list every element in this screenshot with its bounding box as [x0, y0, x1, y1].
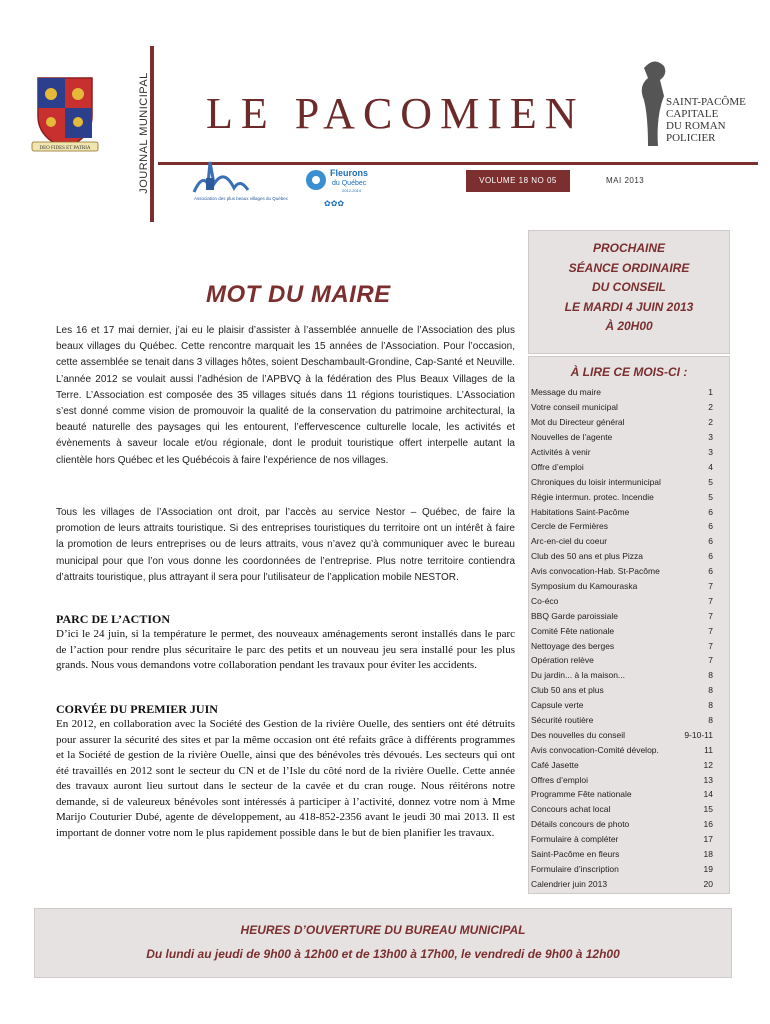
toc-item[interactable] [529, 638, 729, 653]
toc-item-label: Avis convocation-Hab. St-Pacôme [531, 566, 660, 577]
office-hours-title: HEURES D’OUVERTURE DU BUREAU MUNICIPAL [240, 923, 526, 937]
toc-item[interactable] [529, 549, 729, 564]
beaux-villages-logo [188, 154, 289, 210]
toc-item-page: 2 [708, 402, 713, 413]
toc-item[interactable] [529, 608, 729, 623]
toc-item-label: Des nouvelles du conseil [531, 729, 626, 740]
toc-item-label: BBQ Garde paroissiale [531, 610, 618, 621]
newsletter-title: LE PACOMIEN [206, 89, 585, 138]
issue-date: MAI 2013 [606, 176, 645, 185]
toc-item-page: 16 [703, 819, 713, 830]
fleurons-logo [300, 160, 378, 212]
toc-item-label: Calendrier juin 2013 [531, 878, 608, 889]
toc-item-label: Comité Fête nationale [531, 625, 615, 636]
toc-item-page: 17 [703, 834, 713, 845]
toc-item[interactable] [529, 430, 729, 445]
toc-item[interactable] [529, 415, 729, 430]
toc-item[interactable] [529, 817, 729, 832]
toc-item[interactable] [529, 668, 729, 683]
toc-item-label: Formulaire à compléter [531, 834, 619, 845]
svg-text:2012-2014: 2012-2014 [342, 188, 362, 193]
toc-item[interactable] [529, 653, 729, 668]
maire-paragraph-1: Les 16 et 17 mai dernier, j’ai eu le plaisir d’assister à l’assemblée annuelle de l’Association des plus beaux villages du Québec. Cette rencontre marquait les 15 années de l’Association. Pour l’occasion, cette assemblée se tenait dans 3 villages hôtes, soient Deschambault-Grondine, Cap-Santé et Neuville. L’année 2012 se voulait aussi l’adhésion de l’APBVQ à la fédération des Plus Beaux Villages de la Terre. L’Association est composée des 35 villages situés dans 11 régions touristiques. L’Association s’est donné comme vision de promouvoir la qualité de la conservation du patrimoine architectural, la beauté naturelle des paysages qui les entourent, l’effervescence culturelle locale, les activités et évènements à saveur locale et/ou régionale, dont le produit touristique offert interpelle autant la clientèle hors Québec et les Québécois à faire l’expérience de nos villages. [56, 325, 515, 466]
toc-item-label: Habitations Saint-Pacôme [531, 506, 630, 517]
mot-du-maire-heading: MOT DU MAIRE [206, 281, 391, 308]
toc-item-label: Symposium du Kamouraska [531, 581, 638, 592]
toc-item-label: Formulaire d’inscription [531, 863, 619, 874]
toc-item-label: Café Jasette [531, 759, 579, 770]
toc-item[interactable] [529, 787, 729, 802]
toc-item[interactable] [529, 385, 729, 400]
toc-item-page: 9-10-11 [684, 729, 713, 740]
corvee-text: En 2012, en collaboration avec la Société des Gestion de la rivière Ouelle, des sentiers ont été détruits pour assurer la sécurité des sites et par la même occasion ont été refaits grâce à différents programmes et la Société de gestion de la rivière Ouelle, ainsi que des bénévoles très dévoués. Les secteurs qui ont été travaillés en 2012 sont le secteur du CN et de l’Isle du côté nord de la rivière Ouelle. Cette année des travaux auront lieu surtout dans le secteur de la cavée et du cran rouge. Nous réitérons notre demande, si de valeureux bénévoles sont intéressés à participer à l’activité, donnez votre nom à Mme Marijo Couturier Dubé, agente de développement, au 418-852-2356 avant le jeudi 30 mai 2013. Il est important de donner votre nom le plus rapidement possible dans le but de bien planifier les travaux. [56, 718, 515, 839]
toc-item-label: Chroniques du loisir intermunicipal [531, 476, 661, 487]
toc-item[interactable] [529, 534, 729, 549]
toc-item-page: 11 [704, 744, 713, 755]
toc-item[interactable] [529, 564, 729, 579]
volume-badge: VOLUME 18 NO 05 [466, 170, 570, 192]
toc-item-label: Saint-Pacôme en fleurs [531, 849, 620, 860]
toc-item-page: 3 [708, 447, 713, 457]
toc-item[interactable] [529, 474, 729, 489]
table-of-contents [528, 356, 730, 894]
toc-item-page: 7 [708, 640, 713, 651]
toc-item[interactable] [529, 683, 729, 698]
office-hours-details: Du lundi au jeudi de 9h00 à 12h00 et de 13h00 à 17h00, le vendredi de 9h00 à 12h00 [146, 947, 620, 961]
toc-item-label: Votre conseil municipal [531, 402, 618, 413]
toc-item-page: 7 [708, 581, 713, 592]
toc-item[interactable] [529, 489, 729, 504]
toc-item-page: 8 [708, 670, 713, 681]
toc-item[interactable] [529, 623, 729, 638]
toc-item-page: 6 [708, 566, 713, 577]
toc-item-label: Opération relève [531, 655, 594, 666]
toc-item-label: Avis convocation-Comité dévelop. [531, 744, 659, 755]
toc-item-page: 5 [708, 476, 713, 487]
toc-item-page: 12 [703, 759, 713, 770]
toc-item-page: 6 [708, 536, 713, 547]
toc-item-label: Capsule verte [531, 700, 584, 711]
toc-item-page: 2 [708, 417, 713, 428]
toc-item-label: Nettoyage des berges [531, 640, 615, 651]
toc-item-label: Offres d’emploi [531, 774, 589, 785]
toc-item[interactable] [529, 504, 729, 519]
toc-title: À LIRE CE MOIS-CI : [570, 365, 688, 379]
office-hours-banner [34, 908, 732, 978]
toc-item[interactable] [529, 862, 729, 877]
toc-item[interactable] [529, 459, 729, 474]
toc-item[interactable] [529, 445, 729, 460]
toc-item-page: 7 [708, 610, 713, 621]
svg-text:Fleurons: Fleurons [330, 168, 369, 178]
toc-item-page: 8 [708, 685, 713, 696]
toc-item-label: Nouvelles de l’agente [531, 432, 613, 443]
corvee-heading: CORVÉE DU PREMIER JUIN [56, 702, 218, 716]
toc-item[interactable] [529, 400, 729, 415]
toc-item-label: Co-éco [531, 595, 559, 606]
toc-item-label: Activités à venir [531, 447, 591, 457]
toc-item[interactable] [529, 876, 729, 891]
toc-item-label: Club 50 ans et plus [531, 685, 604, 696]
toc-item[interactable] [529, 742, 729, 757]
toc-item-page: 13 [703, 774, 713, 785]
toc-item[interactable] [529, 698, 729, 713]
crest-motto: DEO FIDES ET PATRIA [39, 146, 91, 151]
toc-item-label: Sécurité routière [531, 715, 594, 726]
toc-item-label: Arc-en-ciel du coeur [531, 536, 608, 547]
toc-item-label: Du jardin... à la maison... [531, 670, 626, 681]
toc-item-label: Club des 50 ans et plus Pizza [531, 551, 643, 562]
municipal-crest-logo [28, 72, 102, 154]
toc-item-page: 6 [708, 551, 713, 562]
toc-item[interactable] [529, 847, 729, 862]
toc-item-label: Détails concours de photo [531, 819, 630, 830]
toc-item[interactable] [529, 832, 729, 847]
toc-item-page: 1 [708, 387, 713, 398]
toc-item[interactable] [529, 727, 729, 742]
toc-item[interactable] [529, 593, 729, 608]
toc-item-page: 6 [708, 506, 713, 517]
toc-item-page: 19 [703, 863, 713, 874]
toc-item-label: Programme Fête nationale [531, 789, 632, 800]
toc-item-page: 7 [708, 625, 713, 636]
svg-text:du Québec: du Québec [332, 180, 367, 187]
toc-item-page: 8 [708, 700, 713, 711]
toc-item[interactable] [529, 579, 729, 594]
toc-item-page: 3 [708, 432, 713, 443]
toc-item[interactable] [529, 519, 729, 534]
toc-item[interactable] [529, 713, 729, 728]
toc-item-label: Mot du Directeur général [531, 417, 625, 428]
toc-item-page: 7 [708, 595, 713, 606]
toc-item-label: Concours achat local [531, 804, 611, 815]
toc-item-page: 8 [708, 715, 713, 726]
toc-item-page: 5 [708, 491, 713, 502]
toc-item-page: 4 [708, 461, 713, 472]
toc-item-page: 18 [703, 849, 713, 860]
toc-item-page: 15 [703, 804, 713, 815]
parc-action-text: D’ici le 24 juin, si la température le permet, des nouveaux aménagements seront installés dans le parc de l’action pour rendre plus sécuritaire le parc des petits et un nouveau jeu sera installé pour les plus grands. Nous vous demandons votre collaboration pendant les travaux pour éviter les accidents. [56, 628, 515, 671]
toc-item-label: Régie intermun. protec. Incendie [531, 491, 654, 502]
parc-action-heading: PARC DE L’ACTION [56, 612, 171, 626]
toc-item-page: 6 [708, 521, 713, 532]
toc-item-page: 14 [703, 789, 713, 800]
toc-item[interactable] [529, 757, 729, 772]
toc-item[interactable] [529, 802, 729, 817]
toc-item-label: Message du maire [531, 387, 601, 398]
fleurons-rating-icon: ✿✿✿ [324, 199, 345, 208]
journal-label: JOURNAL MUNICIPAL [138, 72, 150, 194]
toc-item-page: 20 [703, 878, 713, 889]
capitale-roman-policier-logo: SAINT-PACÔME CAPITALE DU ROMAN POLICIER [634, 56, 756, 152]
maire-paragraph-2: Tous les villages de l’Association ont droit, par l’accès au service Nestor – Québec, de faire la promotion de leurs attraits touristique. Si des entreprises touristiques du territoire ont un intérêt à faire la promotion de leurs entreprises ou de leurs attraits, vous n’avez qu’à communiquer avec le bureau municipal pour que l’on vous donne les coordonnées de l’entreprise. Plus notre territoire contiendra d’attraits touristique, plus attrayant il sera pour l’utilisateur de l’application mobile NESTOR. [56, 507, 515, 583]
villages-caption: Association des plus beaux villages du Québec [194, 196, 289, 201]
toc-item-page: 7 [708, 655, 713, 666]
toc-item[interactable] [529, 772, 729, 787]
toc-item-label: Offre d’emploi [531, 461, 584, 472]
toc-item-label: Cercle de Fermières [531, 521, 608, 532]
prochaine-seance-box: PROCHAINE SÉANCE ORDINAIRE DU CONSEIL LE MARDI 4 JUIN 2013 À 20H00 [528, 230, 730, 354]
